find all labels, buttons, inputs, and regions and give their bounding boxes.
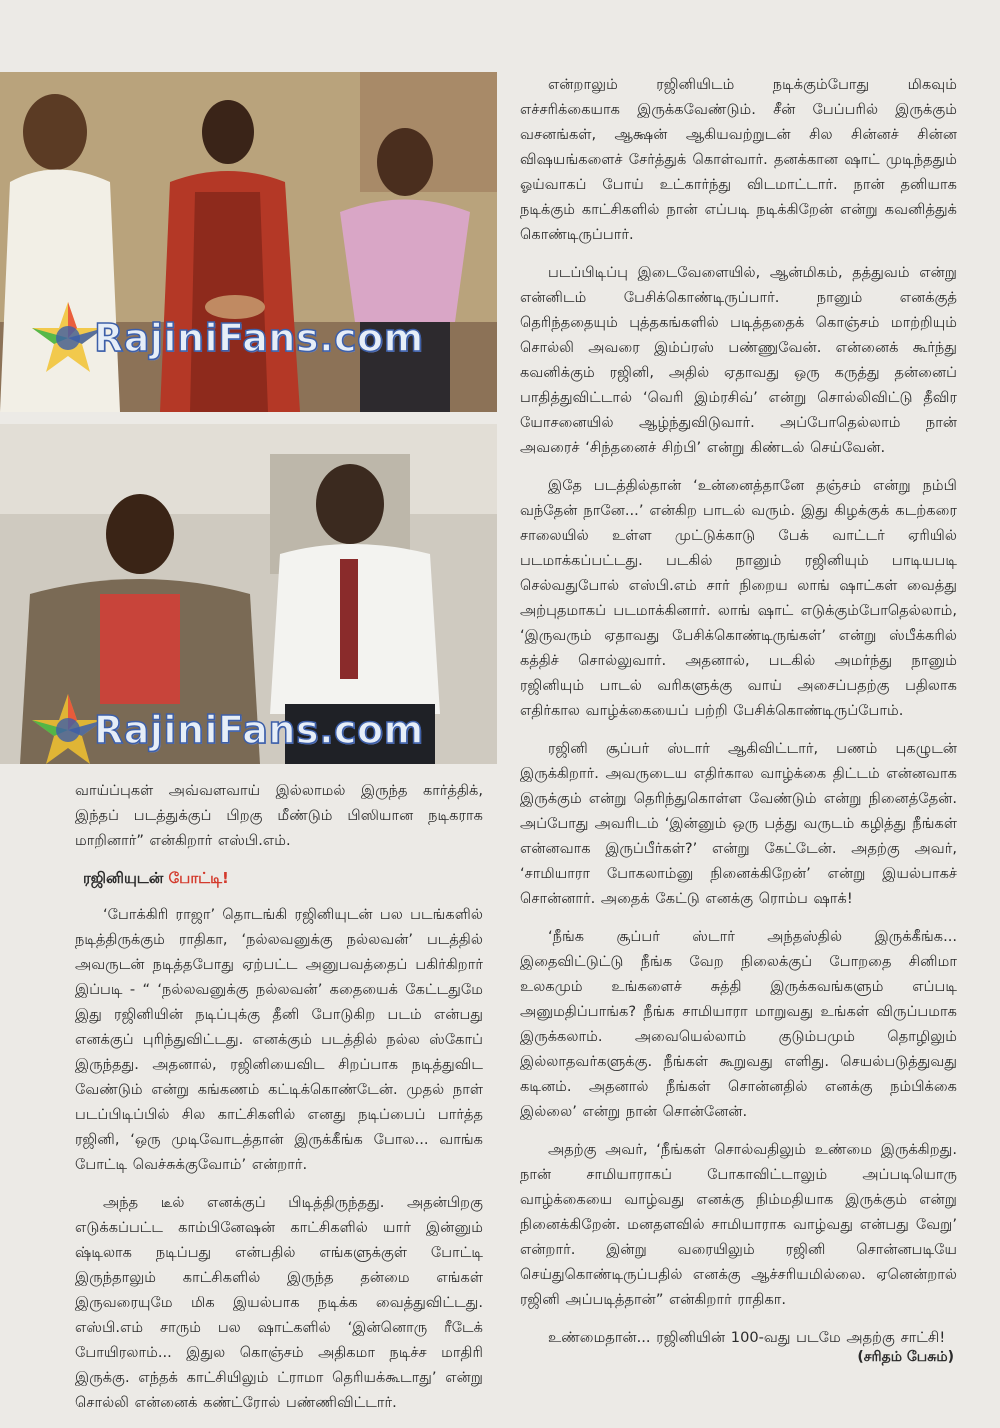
watermark-text: RajiniFans.com <box>94 708 424 752</box>
watermark-text: RajiniFans.com <box>94 316 424 360</box>
paragraph: படப்பிடிப்பு இடைவேளையில், ஆன்மிகம், தத்துவம் என்று என்னிடம் பேசிக்கொண்டிருப்பார். நானும் எனக்குத் தெரிந்ததையும் புத்தகங்களில் படித்ததைக் கொஞ்சம் மாற்றியும் சொல்லி அவரை இம்ப்ரஸ் பண்ணுவேன். என்னைக் கூர்ந்து கவனிக்கும் ரஜினி, அதில் ஏதாவது ஒரு கருத்து தன்னைப் பாதித்துவிட்டால் ‘வெரி இம்ரசிவ்’ என்று சொல்லிவிட்டு தீவிர யோசனையில் ஆழ்ந்துவிடுவார். அப்போதெல்லாம் நான் அவரைச் ‘சிந்தனைச் சிற்பி’ என்று கிண்டல் செய்வேன். <box>520 264 957 456</box>
section-heading <box>83 866 483 890</box>
paragraph: ‘போக்கிரி ராஜா’ தொடங்கி ரஜினியுடன் பல படங்களில் நடித்திருக்கும் ராதிகா, ‘நல்லவனுக்கு நல்லவன்’ படத்தில் அவருடன் நடித்தபோது ஏற்பட்ட அனுபவத்தைப் பகிர்கிறார் இப்படி - “ ‘நல்லவனுக்கு நல்லவன்’ கதையைக் கேட்டதுமே இது ரஜினியின் நடிப்புக்கு தீனி போடுகிற படம் என்பது எனக்குப் புரிந்துவிட்டது. எனக்கும் படத்தில் நல்ல ஸ்கோப் இருந்தது. அதனால், ரஜினியைவிட சிறப்பாக நடித்துவிட வேண்டும் என்று கங்கணம் கட்டிக்கொண்டேன். முதல் நாள் படப்பிடிப்பில் சில காட்சிகளில் எனது நடிப்பைப் பார்த்த ரஜினி, ‘ஒரு முடிவோடத்தான் இருக்கீங்க போல... வாங்க போட்டி வெச்சுக்குவோம்’ என்றார். <box>75 906 483 1173</box>
paragraph: ‘நீங்க சூப்பர் ஸ்டார் அந்தஸ்தில் இருக்கீங்க... இதைவிட்டுட்டு நீங்க வேற நிலைக்குப் போறதை சினிமா உலகமும் உங்களைச் சுத்தி இருக்கவங்களும் எப்படி அனுமதிப்பாங்க? நீங்க சாமியாரா மாறுவது உங்கள் விருப்பமாக இருக்கலாம். அவையெல்லாம் குடும்பமும் தொழிலும் இல்லாதவர்களுக்கு. நீங்கள் கூறுவது எளிது. செயல்படுத்துவது கடினம். அதனால் நீங்கள் சொன்னதில் எனக்கு நம்பிக்கை இல்லை’ என்று நான் சொன்னேன். <box>520 928 957 1120</box>
section-heading-prefix: ரஜினியுடன் <box>83 869 169 887</box>
paragraph: அந்த டீல் எனக்குப் பிடித்திருந்தது. அதன்பிறகு எடுக்கப்பட்ட காம்பினேஷன் காட்சிகளில் யார் இன்னும் ஷ்டிலாக நடிப்பது என்பதில் எங்களுக்குள் போட்டி இருந்தாலும் காட்சிகளில் இருந்த தன்மை எங்கள் இருவரையுமே மிக இயல்பாக நடிக்க வைத்துவிட்டது. எஸ்பி.எம் சாரும் பல ஷாட்களில் ‘இன்னொரு ரீடேக் போயிரலாம்... இதுல கொஞ்சம் அதிகமா நடிச்ச மாதிரி இருக்கு. எந்தக் காட்சியிலும் ட்ராமா தெரியக்கூடாது’ என்று சொல்லி என்னைக் கண்ட்ரோல் பண்ணிவிட்டார். <box>75 1194 483 1411</box>
paragraph: இதே படத்தில்தான் ‘உன்னைத்தானே தஞ்சம் என்று நம்பி வந்தேன் நானே...’ என்கிற பாடல் வரும். இது கிழக்குக் கடற்கரை சாலையில் உள்ள முட்டுக்காடு பேக் வாட்டர் ஏரியில் படமாக்கப்பட்டது. படகில் நானும் ரஜினியும் பாடியபடி செல்வதுபோல் எஸ்பி.எம் சார் நிறைய லாங் ஷாட்கள் வைத்து அற்புதமாகப் படமாக்கினார். லாங் ஷாட் எடுக்கும்போதெல்லாம், ‘இருவரும் ஏதாவது பேசிக்கொண்டிருங்கள்’ என்று ஸ்பீக்கரில் கத்திச் சொல்லுவார். அதனால், படகில் அமர்ந்து நானும் ரஜினியும் பாடல் வரிகளுக்கு வாய் அசைப்பதற்கு பதிலாக எதிர்கால வாழ்க்கையைப் பற்றி பேசிக்கொண்டிருப்போம். <box>520 477 957 719</box>
paragraph: அதற்கு அவர், ‘நீங்கள் சொல்வதிலும் உண்மை இருக்கிறது. நான் சாமியாராகப் போகாவிட்டாலும் அப்படியொரு வாழ்க்கையை வாழ்வது எனக்கு நிம்மதியாக இருக்கும் என்று நினைக்கிறேன். மனதளவில் சாமியாராக வாழ்வது என்பது வேறு’ என்றார். இன்று வரையிலும் ரஜினி சொன்னபடியே செய்துகொண்டிருப்பதில் எனக்கு ஆச்சரியமில்லை. ஏனென்றால் ரஜினி அப்படித்தான்” என்கிறார் ராதிகா. <box>520 1141 957 1308</box>
left-article-column <box>75 778 483 1428</box>
section-heading-accent: போட்டி! <box>168 869 229 887</box>
series-signature: (சரிதம் பேசும்) <box>857 1349 954 1365</box>
paragraph: உண்மைதான்... ரஜினியின் 100-வது படமே அதற்கு சாட்சி! <box>548 1329 946 1346</box>
paragraph: ரஜினி சூப்பர் ஸ்டார் ஆகிவிட்டார், பணம் புகழுடன் இருக்கிறார். அவருடைய எதிர்கால வாழ்க்கை திட்டம் என்னவாக இருக்கும் என்று தெரிந்துகொள்ள வேண்டும் என்று நினைத்தேன். அப்போது அவரிடம் ‘இன்னும் ஒரு பத்து வருடம் கழித்து நீங்கள் என்னவாக இருப்பீர்கள்?’ என்று கேட்டேன். அதற்கு அவர், ‘சாமியாரா போகலாம்னு நினைக்கிறேன்’ என்று இயல்பாகச் சொன்னார். அதைக் கேட்டு எனக்கு ரொம்ப ஷாக்! <box>520 740 957 907</box>
watermark-1 <box>28 298 424 378</box>
paragraph: என்றாலும் ரஜினியிடம் நடிக்கும்போது மிகவும் எச்சரிக்கையாக இருக்கவேண்டும். சீன் பேப்பரில் இருக்கும் வசனங்கள், ஆக்ஷன் ஆகியவற்றுடன் சில சின்னச் சின்ன விஷயங்களைச் சேர்த்துக் கொள்வார். தனக்கான ஷாட் முடிந்ததும் ஓய்வாகப் போய் உட்கார்ந்து விடமாட்டார். நான் தனியாக நடிக்கும் காட்சிகளில் நான் எப்படி நடிக்கிறேன் என்று கவனித்துக் கொண்டிருப்பார். <box>520 76 957 243</box>
right-article-column <box>520 72 957 1363</box>
paragraph: வாய்ப்புகள் அவ்வளவாய் இல்லாமல் இருந்த கார்த்திக், இந்தப் படத்துக்குப் பிறகு மீண்டும் பிஸியான நடிகராக மாறினார்” என்கிறார் எஸ்பி.எம். <box>75 782 483 849</box>
watermark-2 <box>28 690 424 770</box>
